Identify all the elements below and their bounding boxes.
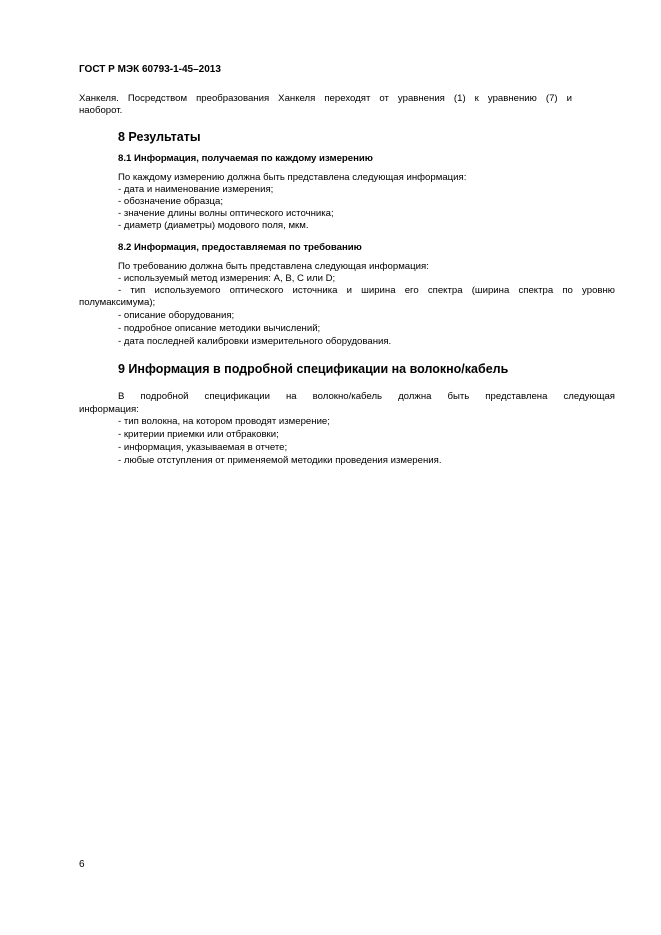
section-8-title: 8 Результаты	[118, 130, 201, 144]
section-8-2-title: 8.2 Информация, предоставляемая по требованию	[118, 242, 362, 253]
section-9-title: 9 Информация в подробной спецификации на волокно/кабель	[118, 362, 509, 376]
list-item: - диаметр (диаметры) модового поля, мкм.	[118, 220, 309, 231]
list-item: - критерии приемки или отбраковки;	[118, 429, 279, 440]
list-item-continuation: полумаксимума);	[79, 297, 156, 308]
list-item: - дата и наименование измерения;	[118, 184, 274, 195]
list-item: - обозначение образца;	[118, 196, 224, 207]
list-item: - тип волокна, на котором проводят измерение;	[118, 416, 330, 427]
list-item: - дата последней калибровки измерительного оборудования.	[118, 336, 392, 347]
section-8-1-title: 8.1 Информация, получаемая по каждому измерению	[118, 153, 373, 164]
section-9-intro-line-1: В подробной спецификации на волокно/кабель должна быть представлена следующая	[118, 391, 615, 402]
list-item: - подробное описание методики вычислений;	[118, 323, 321, 334]
document-code-header: ГОСТ Р МЭК 60793-1-45–2013	[79, 64, 221, 75]
intro-line-1: Ханкеля. Посредством преобразования Ханкеля переходят от уравнения (1) к уравнению (7) и	[79, 93, 572, 104]
page-number: 6	[79, 859, 85, 870]
list-item: - описание оборудования;	[118, 310, 235, 321]
list-item: - значение длины волны оптического источника;	[118, 208, 334, 219]
section-9-intro-line-2: информация:	[79, 404, 139, 415]
section-8-1-intro: По каждому измерению должна быть представлена следующая информация:	[118, 172, 467, 183]
intro-line-2: наоборот.	[79, 105, 123, 116]
list-item: - тип используемого оптического источника и ширина его спектра (ширина спектра по уровню	[118, 285, 615, 296]
list-item: - любые отступления от применяемой методики проведения измерения.	[118, 455, 442, 466]
list-item: - используемый метод измерения: А, В, С или D;	[118, 273, 336, 284]
section-8-2-intro: По требованию должна быть представлена следующая информация:	[118, 261, 429, 272]
list-item: - информация, указываемая в отчете;	[118, 442, 288, 453]
